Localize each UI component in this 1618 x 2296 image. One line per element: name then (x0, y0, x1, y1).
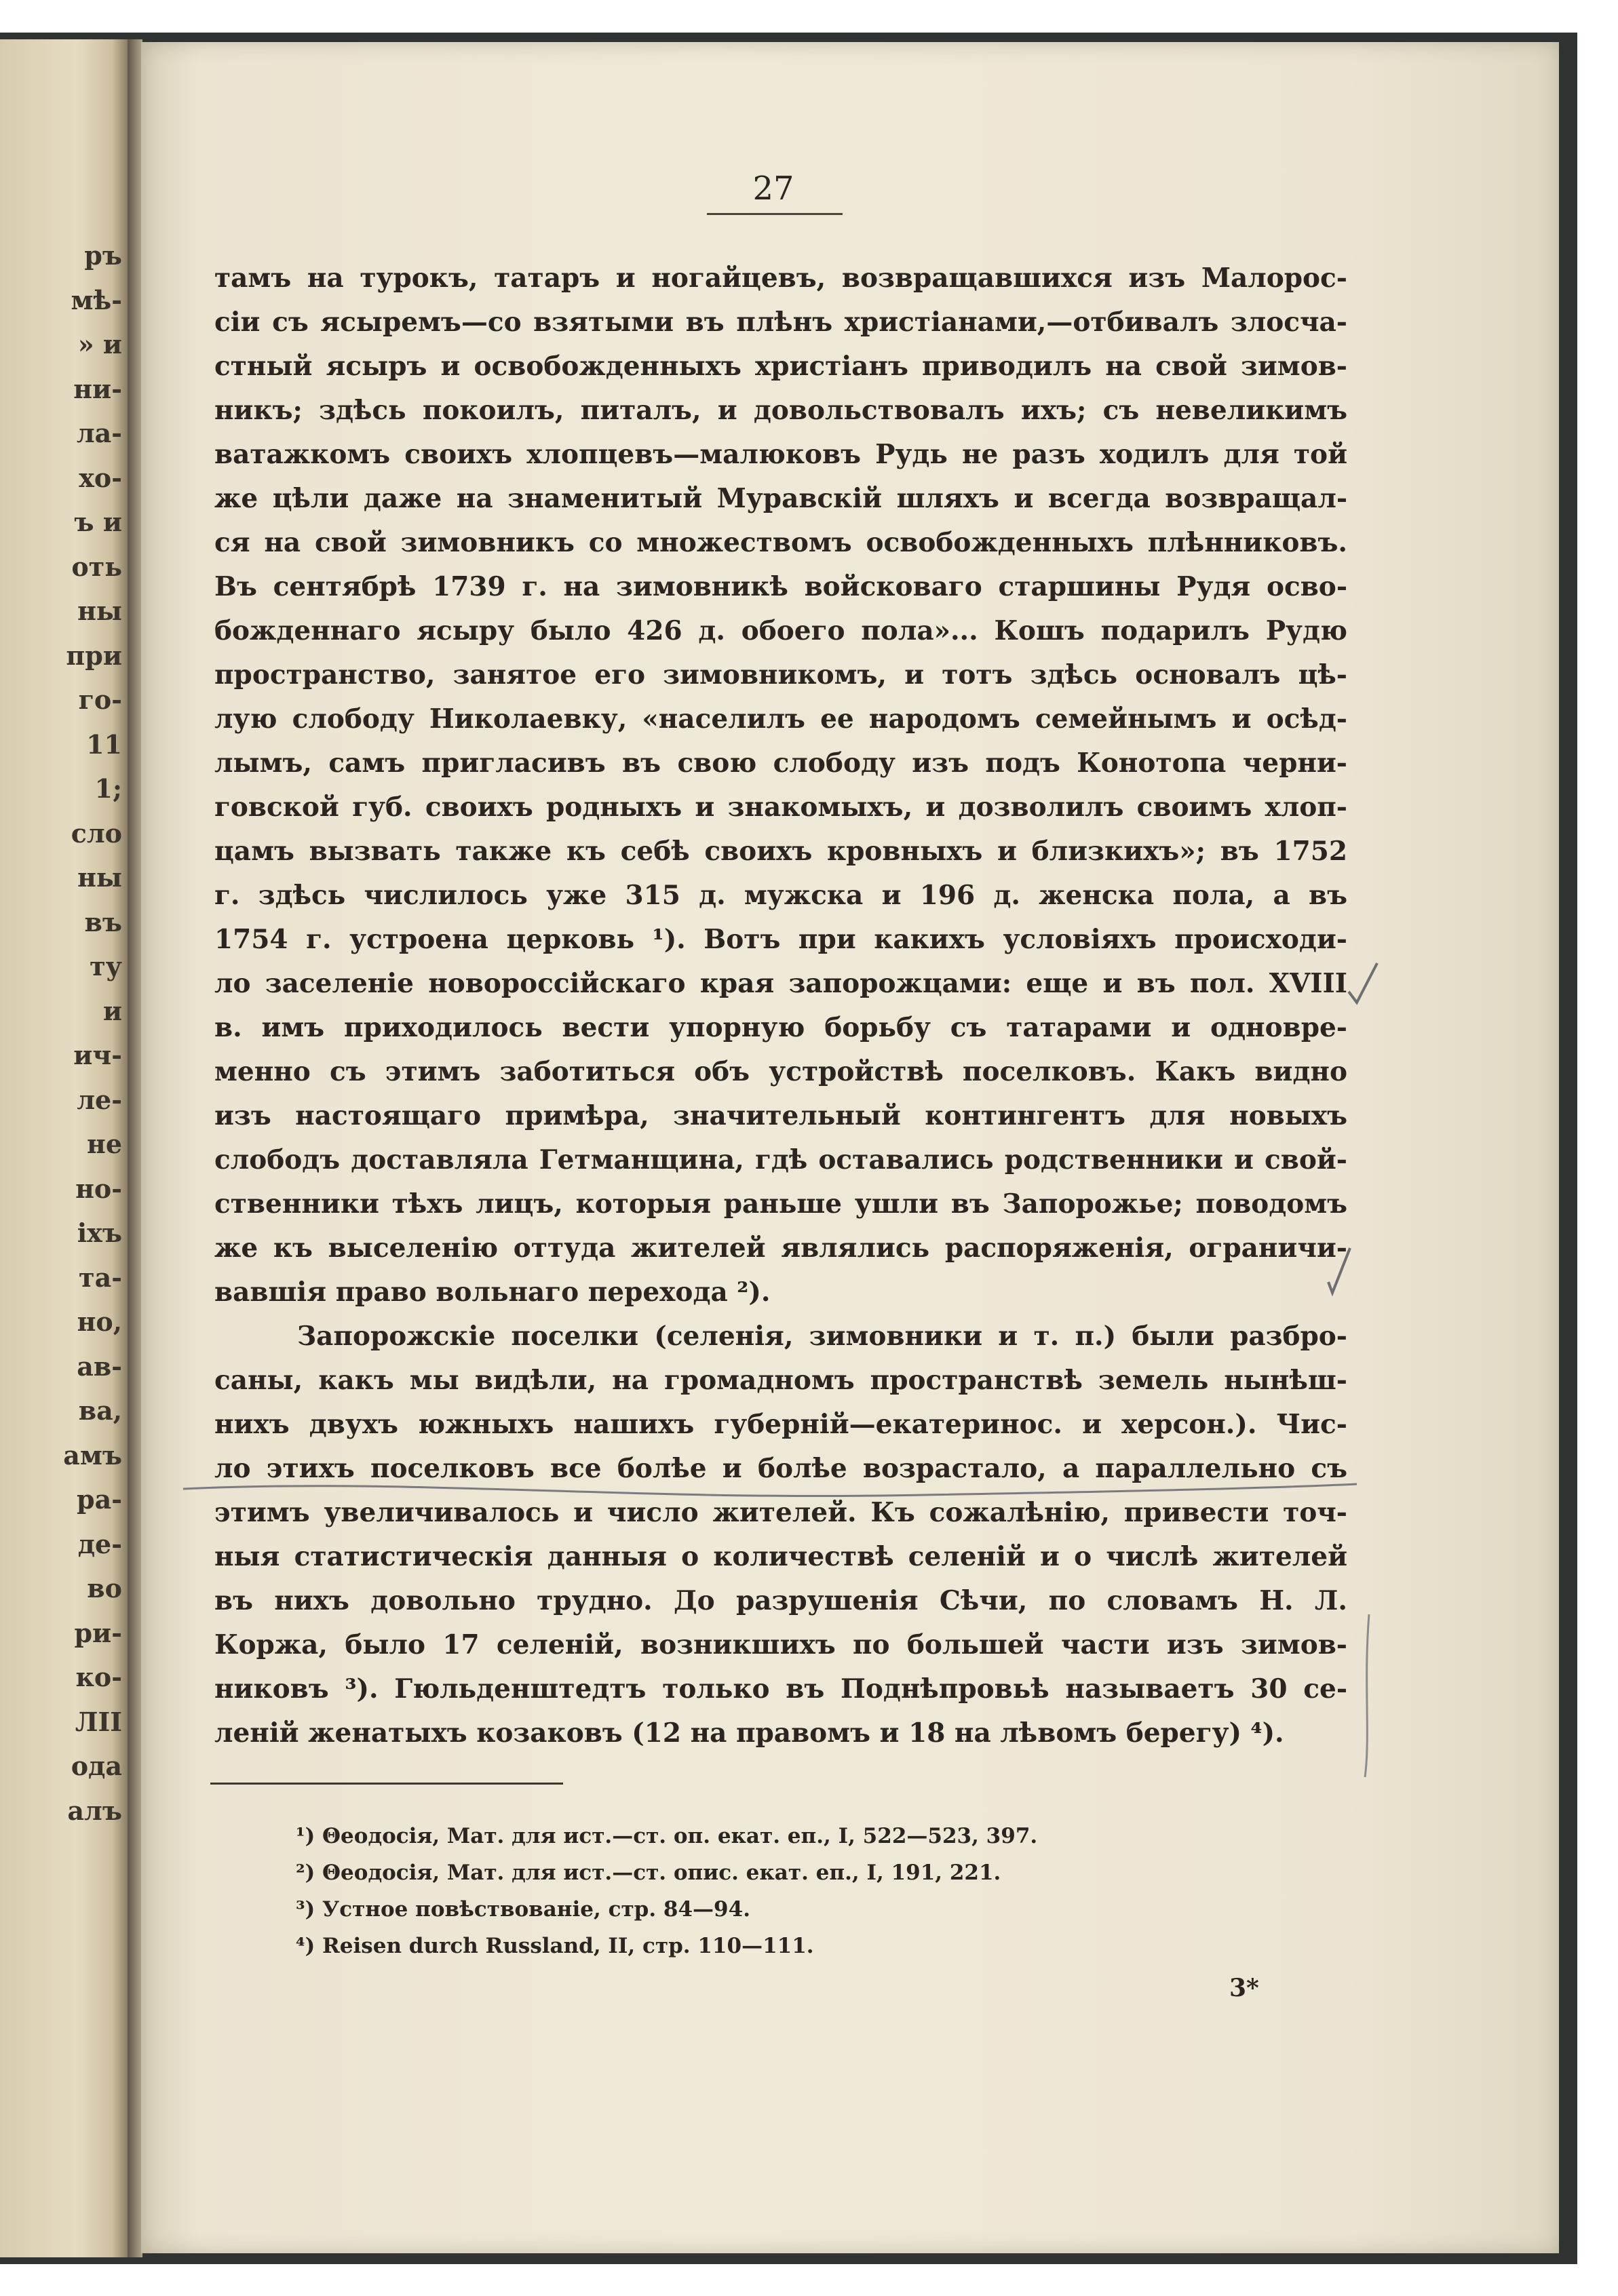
left-page-fragment: ра- (77, 1484, 122, 1515)
left-page-fragment: ла- (76, 418, 122, 448)
body-text (214, 256, 1347, 1755)
body-line: ватажкомъ своихъ хлопцевъ—малюковъ Рудь не разъ ходилъ для той (214, 439, 1347, 470)
left-page-fragment: ва, (78, 1395, 122, 1426)
left-page-fragment: го- (78, 684, 122, 715)
body-line: же къ выселенію оттуда жителей являлись распоряженія, ограничи- (214, 1232, 1347, 1264)
body-line: сіи съ ясыремъ—со взятыми въ плѣнъ христіанами,—отбивалъ злосча- (214, 307, 1347, 338)
body-line: нихъ двухъ южныхъ нашихъ губерній—екатеринос. и херсон.). Чис- (214, 1409, 1347, 1440)
left-page-fragment: алъ (67, 1795, 122, 1826)
left-page-fragment: ич- (73, 1040, 122, 1070)
body-line: в. имъ приходилось вести упорную борьбу съ татарами и одновре- (214, 1012, 1347, 1043)
left-page-fragment: ав- (77, 1350, 122, 1382)
left-page-fragment: въ (84, 906, 122, 937)
book-gutter (128, 39, 142, 2257)
left-page-fragment: но, (77, 1306, 122, 1337)
left-page-fragment: ко- (75, 1662, 122, 1692)
left-page-fragment: ри- (74, 1617, 122, 1648)
body-line: божденнаго ясыру было 426 д. обоего пола»... Кошъ подарилъ Рудю (214, 615, 1347, 646)
body-line: Коржа, было 17 селеній, возникшихъ по большей части изъ зимов- (214, 1629, 1347, 1660)
footnote: ²) Θеодосія, Мат. для ист.—ст. опис. екат. еп., I, 191, 221. (296, 1861, 1001, 1885)
body-line: изъ настоящаго примѣра, значительный контингентъ для новыхъ (214, 1100, 1347, 1131)
left-page-fragment: оть (71, 551, 122, 582)
footnotes (296, 1818, 1313, 1964)
body-line: менно съ этимъ заботиться объ устройствѣ поселковъ. Какъ видно (214, 1056, 1347, 1087)
body-line: говской губ. своихъ родныхъ и знакомыхъ, и дозволилъ своимъ хлоп- (214, 792, 1347, 823)
body-line: же цѣли даже на знаменитый Муравскій шляхъ и всегда возвращал- (214, 483, 1347, 514)
left-page-fragment: ле- (77, 1084, 122, 1115)
body-line: ся на свой зимовникъ со множествомъ освобожденныхъ плѣнниковъ. (214, 527, 1347, 558)
footnote: ¹) Θеодосія, Мат. для ист.—ст. оп. екат. еп., I, 522—523, 397. (296, 1824, 1038, 1848)
left-page-fragment: 11 (86, 728, 122, 760)
body-line: леній женатыхъ козаковъ (12 на правомъ и 18 на лѣвомъ берегу) ⁴). (214, 1717, 1284, 1749)
left-page-fragment: не (87, 1129, 122, 1159)
left-page-fragment: ны (77, 862, 122, 893)
body-line: ныя статистическія данныя о количествѣ селеній и о числѣ жителей (214, 1541, 1347, 1572)
body-line: лую слободу Николаевку, «населилъ ее народомъ семейнымъ и осѣд- (214, 703, 1347, 735)
body-line: лымъ, самъ пригласивъ въ свою слободу изъ подъ Конотопа черни- (214, 747, 1347, 779)
body-line: 1754 г. устроена церковь ¹). Вотъ при какихъ условіяхъ происходи- (214, 924, 1347, 955)
footnote: ³) Устное повѣствованіе, стр. 84—94. (296, 1897, 750, 1922)
left-page-fragment: ръ (84, 240, 122, 271)
body-line: ственники тѣхъ лицъ, которыя раньше ушли въ Запорожье; поводомъ (214, 1188, 1347, 1220)
left-page-fragment: іхъ (77, 1218, 122, 1248)
left-page-fragment: но- (75, 1173, 122, 1204)
body-line: никовъ ³). Гюльденштедтъ только въ Поднѣпровьѣ называетъ 30 се- (214, 1673, 1347, 1705)
left-page-fragment: ни- (73, 373, 122, 404)
left-page-fragment: де- (77, 1528, 122, 1559)
body-line: вавшія право вольнаго перехода ²). (214, 1277, 771, 1308)
body-line: стный ясыръ и освобожденныхъ христіанъ приводилъ на свой зимов- (214, 351, 1347, 382)
body-line: слободъ доставляла Гетманщина, гдѣ оставались родственники и свой- (214, 1144, 1347, 1175)
left-page-fragment: ту (90, 951, 122, 981)
page-number-rule (707, 213, 843, 215)
left-page-fragment: амъ (63, 1439, 122, 1471)
body-line: Въ сентябрѣ 1739 г. на зимовникѣ войсковаго старшины Рудя осво- (214, 571, 1347, 602)
body-line: тамъ на турокъ, татаръ и ногайцевъ, возвращавшихся изъ Малорос- (214, 262, 1347, 294)
left-page-fragment: сло (71, 817, 122, 849)
left-page-fragment: ны (77, 596, 122, 626)
body-line: этимъ увеличивалось и число жителей. Къ сожалѣнію, привести точ- (214, 1497, 1347, 1528)
left-page-fragment: ъ и (74, 507, 122, 537)
body-line: въ нихъ довольно трудно. До разрушенія Сѣчи, по словамъ Н. Л. (214, 1585, 1347, 1616)
left-page-fragment: ода (71, 1751, 122, 1781)
body-line: пространство, занятое его зимовникомъ, и тотъ здѣсь основалъ цѣ- (214, 659, 1347, 690)
left-page-fragment: при (66, 640, 122, 671)
left-page-fragment: хо- (79, 462, 122, 493)
page-number: 27 (752, 170, 794, 208)
left-page-fragment: ЛII (75, 1706, 122, 1737)
left-page-fragment: и (102, 995, 122, 1026)
signature-mark: 3* (1229, 1974, 1259, 2002)
body-line: саны, какъ мы видѣли, на громадномъ пространствѣ земель нынѣш- (214, 1365, 1347, 1396)
left-page-fragment: мѣ- (71, 284, 122, 315)
body-line: никъ; здѣсь покоилъ, питалъ, и довольствовалъ ихъ; съ невеликимъ (214, 395, 1347, 426)
footnote: ⁴) Reisen durch Russland, II, стр. 110—111. (296, 1934, 814, 1958)
body-line: Запорожскіе поселки (селенія, зимовники и т. п.) были разбро- (297, 1321, 1347, 1352)
body-line: цамъ вызвать также къ себѣ своихъ кровныхъ и близкихъ»; въ 1752 (214, 836, 1347, 867)
left-page-fragment: во (87, 1573, 122, 1603)
left-page-fragment: » и (77, 329, 122, 359)
body-line: г. здѣсь числилось уже 315 д. мужска и 196 д. женска пола, а въ (214, 880, 1347, 911)
footnote-rule (210, 1783, 563, 1785)
body-line: ло этихъ поселковъ все болѣе и болѣе возрастало, а параллельно съ (214, 1453, 1347, 1484)
body-line: ло заселеніе новороссійскаго края запорожцами: еще и въ пол. XVIII (214, 968, 1347, 999)
left-page-fragment: 1; (94, 773, 122, 804)
left-page-fragment: та- (79, 1262, 122, 1293)
left-page-edge (0, 39, 128, 2257)
